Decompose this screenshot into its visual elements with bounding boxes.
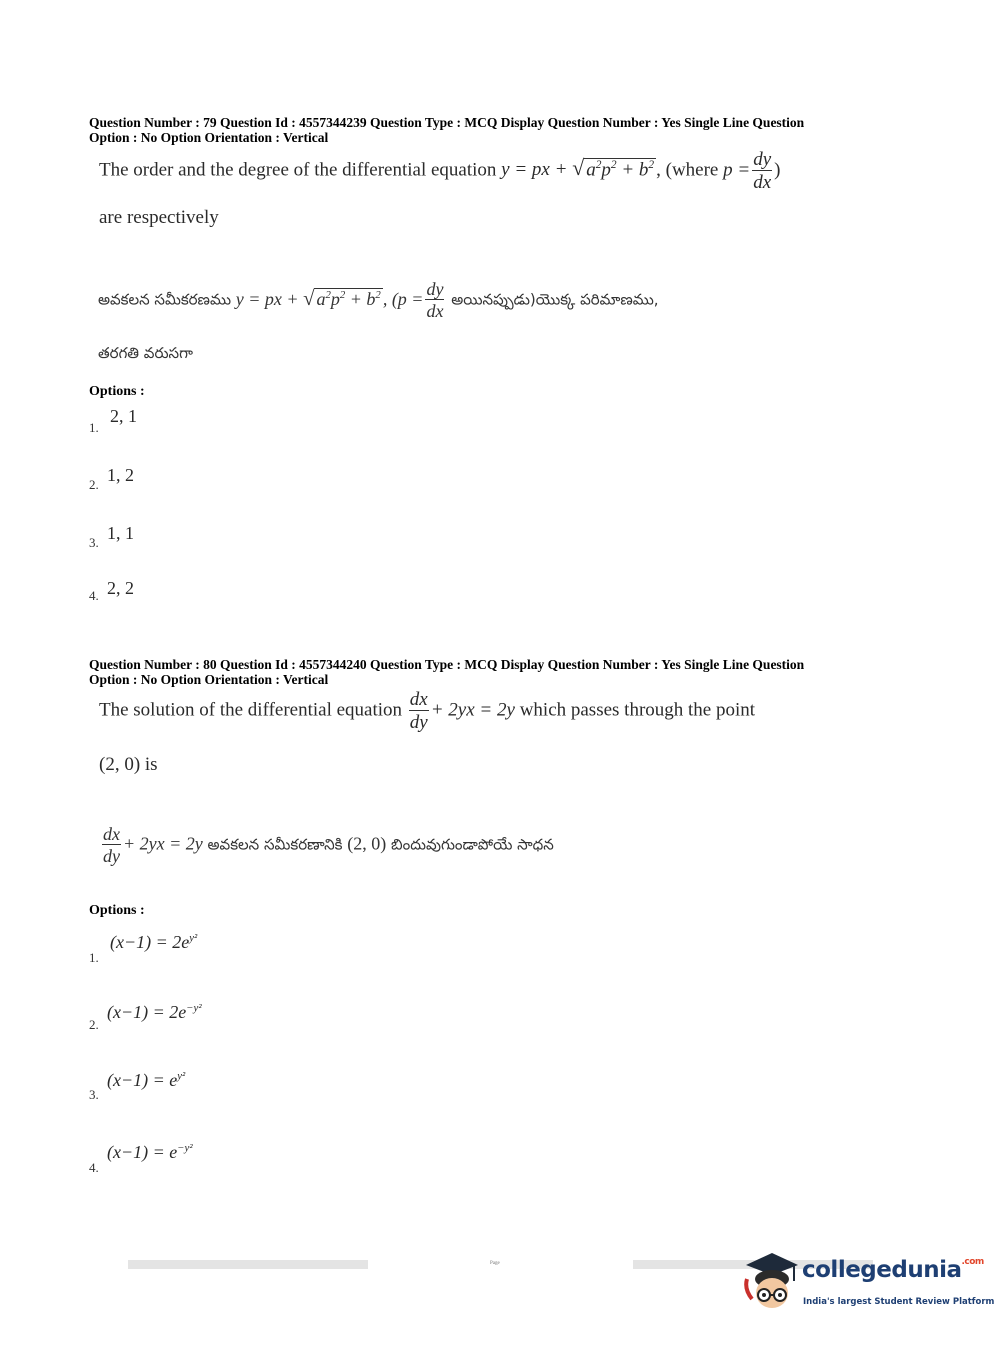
q80-option-4-exp: −y² [177, 1142, 193, 1154]
q79-meta [89, 115, 889, 145]
q80-option-4-lhs: (x−1) = e [107, 1142, 178, 1162]
q80-option-4-number: 4. [89, 1160, 99, 1175]
q79-option-3[interactable]: 1, 1 [107, 523, 134, 543]
mascot-icon [742, 1249, 800, 1317]
q80-te-point: (2, 0) [347, 833, 387, 854]
q79-option-2[interactable]: 1, 2 [107, 465, 134, 485]
q80-te-equation: + 2yx = 2y [123, 833, 203, 854]
q80-en-prefix: The solution of the differential equation [99, 699, 403, 721]
q79-te-line2: తరగతి వరుసగా [98, 344, 193, 362]
brand-tagline: India's largest Student Review Platform [803, 1297, 995, 1307]
q80-question-en [99, 690, 755, 732]
q80-option-3-lhs: (x−1) = e [107, 1070, 178, 1090]
q80-equation: + 2yx = 2y [430, 699, 515, 721]
q79-te-dy-dx-fraction: $\frac{dy}{dx}$ [426, 279, 444, 321]
q79-question-te [98, 280, 659, 320]
q79-te-equation: y = px + √ $a^2p^2 + b^2$ , (p = [235, 287, 424, 310]
q79-question-en: The order and the degree of the differential equation y = px + √ $a^2p^2 + b^2$ , (where p = $\frac{dy}{dx}$ ) [99, 149, 781, 193]
page-label: Page [490, 1261, 500, 1266]
brand-suffix: .com [961, 1257, 984, 1267]
q80-option-2-exp: −y² [186, 1002, 202, 1014]
q79-option-4-number: 4. [89, 588, 99, 603]
q79-te-prefix: అవకలన సమీకరణము [98, 290, 232, 309]
q79-te-mid: అయినప్పుడు)యొక్క పరిమాణము, [451, 290, 659, 309]
q80-option-2[interactable] [107, 1002, 202, 1023]
q79-option-4[interactable]: 2, 2 [107, 578, 134, 598]
footer-divider-left [128, 1260, 368, 1269]
q80-option-1[interactable] [110, 932, 197, 953]
q79-option-1[interactable]: 2, 1 [110, 406, 137, 426]
q80-option-2-number: 2. [89, 1017, 99, 1032]
q80-meta-line2: Option : No Option Orientation : Vertical [89, 672, 329, 687]
q80-dx-dy-fraction: $\frac{dx}{dy}$ [409, 689, 428, 733]
q80-en-suffix: which passes through the point [519, 699, 756, 721]
q80-option-3-exp: y² [177, 1070, 186, 1082]
brand-name [802, 1257, 984, 1283]
q79-en-suffix: , (where [656, 159, 719, 181]
q80-meta-line1: Question Number : 80 Question Id : 4557344240 Question Type : MCQ Display Question Number : Yes Single Line Question [89, 657, 805, 672]
q79-en-line2: are respectively [99, 207, 219, 228]
q80-option-4[interactable] [107, 1142, 193, 1163]
q79-equation: y = px + √ $a^2p^2 + b^2$ [501, 156, 655, 181]
q80-question-te [100, 825, 554, 865]
q79-option-1-number: 1. [89, 420, 99, 435]
q79-dy-dx-fraction: $\frac{dy}{dx}$ [753, 149, 772, 193]
q79-meta-line2: Option : No Option Orientation : Vertical [89, 130, 329, 145]
q79-meta-line1: Question Number : 79 Question Id : 4557344239 Question Type : MCQ Display Question Number : Yes Single Line Question [89, 115, 805, 130]
brand-text: collegedunia [802, 1257, 962, 1283]
q80-option-3-number: 3. [89, 1087, 99, 1102]
q79-options-title: Options : [89, 384, 145, 399]
q79-option-2-number: 2. [89, 477, 99, 492]
q79-option-3-number: 3. [89, 535, 99, 550]
q80-option-1-lhs: (x−1) = 2e [110, 932, 190, 952]
q80-option-1-number: 1. [89, 950, 99, 965]
q80-meta [89, 657, 889, 687]
q80-option-2-lhs: (x−1) = 2e [107, 1002, 187, 1022]
q80-te-dx-dy-fraction: $\frac{dx}{dy}$ [103, 824, 120, 866]
q80-option-3[interactable] [107, 1070, 185, 1091]
q80-te-mid: అవకలన సమీకరణానికి [207, 835, 343, 854]
collegedunia-logo[interactable] [742, 1249, 995, 1319]
q79-en-prefix: The order and the degree of the differential equation [99, 159, 497, 181]
q80-options-title: Options : [89, 903, 145, 918]
q80-option-1-exp: y² [189, 932, 198, 944]
q80-te-suffix: బిందువుగుండాపోయే సాధన [391, 835, 554, 854]
q80-en-line2: (2, 0) is [99, 754, 158, 775]
